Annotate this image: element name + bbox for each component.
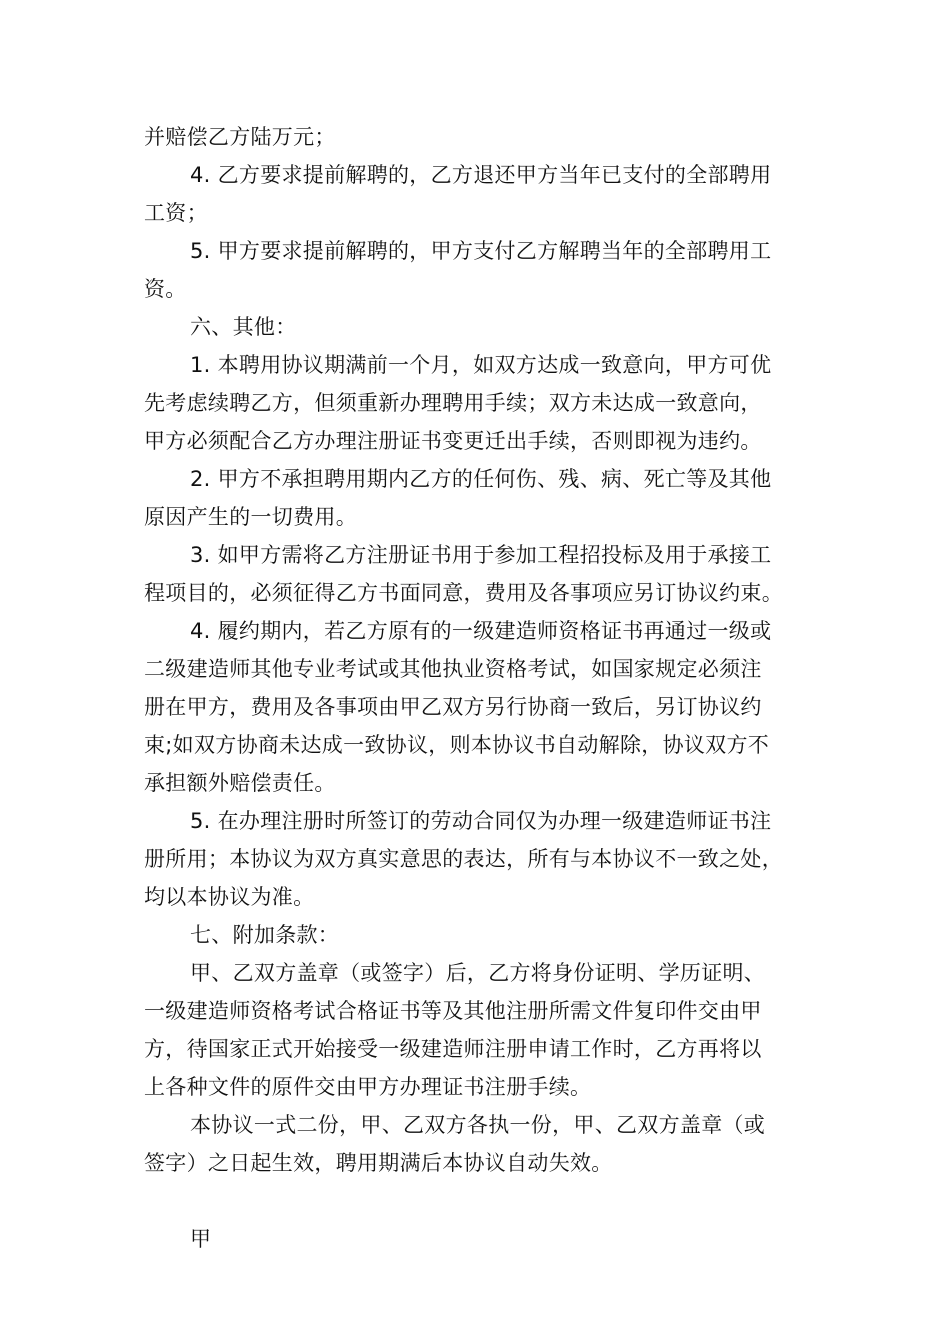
text-line: 1. 本聘用协议期满前一个月，如双方达成一致意向，甲方可优	[190, 353, 772, 377]
text-line: 均以本协议为准。	[144, 885, 315, 909]
text-line: 5. 在办理注册时所签订的劳动合同仅为办理一级建造师证书注	[190, 809, 772, 833]
text-line: 本协议一式二份，甲、乙双方各执一份，甲、乙双方盖章（或	[190, 1113, 766, 1137]
text-line: 册所用；本协议为双方真实意思的表达，所有与本协议不一致之处，	[144, 847, 783, 871]
text-line: 甲、乙双方盖章（或签字）后，乙方将身份证明、学历证明、	[190, 961, 766, 985]
text-line: 原因产生的一切费用。	[144, 505, 357, 529]
signature-label: 甲	[190, 1227, 212, 1251]
text-line: 方，待国家正式开始接受一级建造师注册申请工作时，乙方再将以	[144, 1037, 762, 1061]
text-line: 4. 乙方要求提前解聘的，乙方退还甲方当年已支付的全部聘用	[190, 163, 772, 187]
text-line: 并赔偿乙方陆万元；	[144, 125, 336, 149]
section-heading: 七、附加条款：	[190, 923, 340, 947]
text-line: 二级建造师其他专业考试或其他执业资格考试，如国家规定必须注	[144, 657, 762, 681]
text-line: 程项目的，必须征得乙方书面同意，费用及各事项应另订协议约束。	[144, 581, 783, 605]
text-line: 甲方必须配合乙方办理注册证书变更迁出手续，否则即视为违约。	[144, 429, 762, 453]
blank-line	[144, 1182, 824, 1220]
text-line: 签字）之日起生效，聘用期满后本协议自动失效。	[144, 1151, 613, 1175]
text-line: 5. 甲方要求提前解聘的，甲方支付乙方解聘当年的全部聘用工	[190, 239, 772, 263]
text-line: 承担额外赔偿责任。	[144, 771, 336, 795]
text-line: 册在甲方，费用及各事项由甲乙双方另行协商一致后，另订协议约	[144, 695, 762, 719]
text-line: 工资；	[144, 201, 208, 225]
text-line: 先考虑续聘乙方，但须重新办理聘用手续；双方未达成一致意向，	[144, 391, 762, 415]
text-line: 上各种文件的原件交由甲方办理证书注册手续。	[144, 1075, 592, 1099]
text-line: 一级建造师资格考试合格证书等及其他注册所需文件复印件交由甲	[144, 999, 762, 1023]
text-line: 束;如双方协商未达成一致协议，则本协议书自动解除，协议双方不	[144, 733, 770, 757]
text-line: 3. 如甲方需将乙方注册证书用于参加工程招投标及用于承接工	[190, 543, 772, 567]
text-line: 4. 履约期内，若乙方原有的一级建造师资格证书再通过一级或	[190, 619, 772, 643]
section-heading: 六、其他：	[190, 315, 297, 339]
text-line: 2. 甲方不承担聘用期内乙方的任何伤、残、病、死亡等及其他	[190, 467, 772, 491]
document-body	[144, 118, 824, 1258]
text-line: 资。	[144, 277, 187, 301]
